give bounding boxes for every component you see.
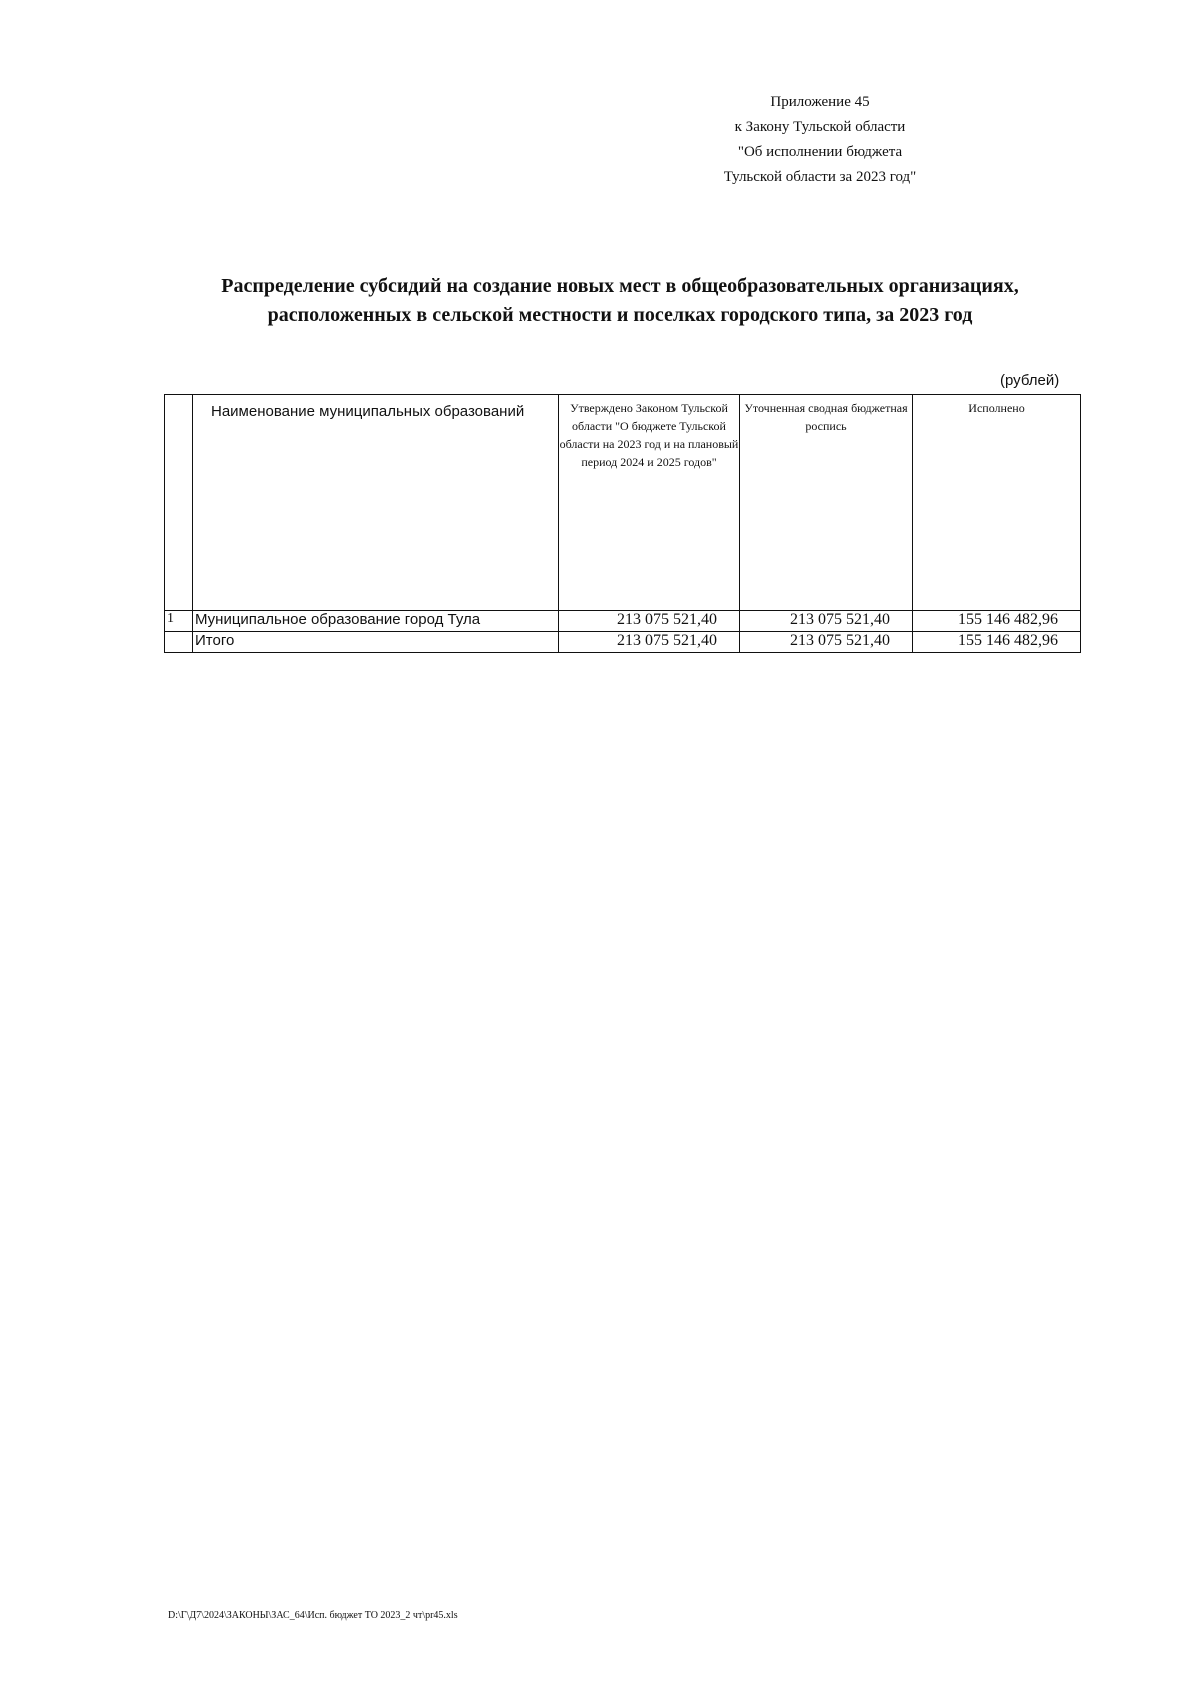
header-approved: Утверждено Законом Тульской области "О бюджете Тульской области на 2023 год и на плановый период 2024 и 2025 годов" [559,395,740,611]
title-line-1: Распределение субсидий на создание новых мест в общеобразовательных организациях, [221,275,1019,297]
header-name: Наименование муниципальных образований [193,395,559,611]
total-executed: 155 146 482,96 [913,632,1081,653]
table-total-row [165,632,1081,653]
appendix-line-2: к Закону Тульской области [734,119,906,135]
row-approved: 213 075 521,40 [559,611,740,632]
title-line-2: расположенных в сельской местности и поселках городского типа, за 2023 год [267,304,973,326]
appendix-line-3: "Об исполнении бюджета [737,144,903,160]
table-row [165,611,1081,632]
appendix-header [690,90,950,190]
total-refined: 213 075 521,40 [740,632,913,653]
document-title [150,272,1090,330]
total-name: Итого [193,632,559,653]
units-label: (рублей) [1000,372,1060,389]
total-number [165,632,193,653]
row-name: Муниципальное образование город Тула [193,611,559,632]
appendix-line-1: Приложение 45 [770,94,870,110]
subsidy-table [164,394,1081,653]
file-path-footer: D:\Г\Д7\2024\ЗАКОНЫ\ЗАС_64\Исп. бюджет ТО 2023_2 чт\pr45.xls [168,1610,458,1621]
header-number-cell [165,395,193,611]
appendix-line-4: Тульской области за 2023 год" [723,169,917,185]
header-refined: Уточненная сводная бюджетная роспись [740,395,913,611]
table-header-row [165,395,1081,611]
row-executed: 155 146 482,96 [913,611,1081,632]
row-number: 1 [165,611,193,632]
row-refined: 213 075 521,40 [740,611,913,632]
total-approved: 213 075 521,40 [559,632,740,653]
header-executed: Исполнено [913,395,1081,611]
